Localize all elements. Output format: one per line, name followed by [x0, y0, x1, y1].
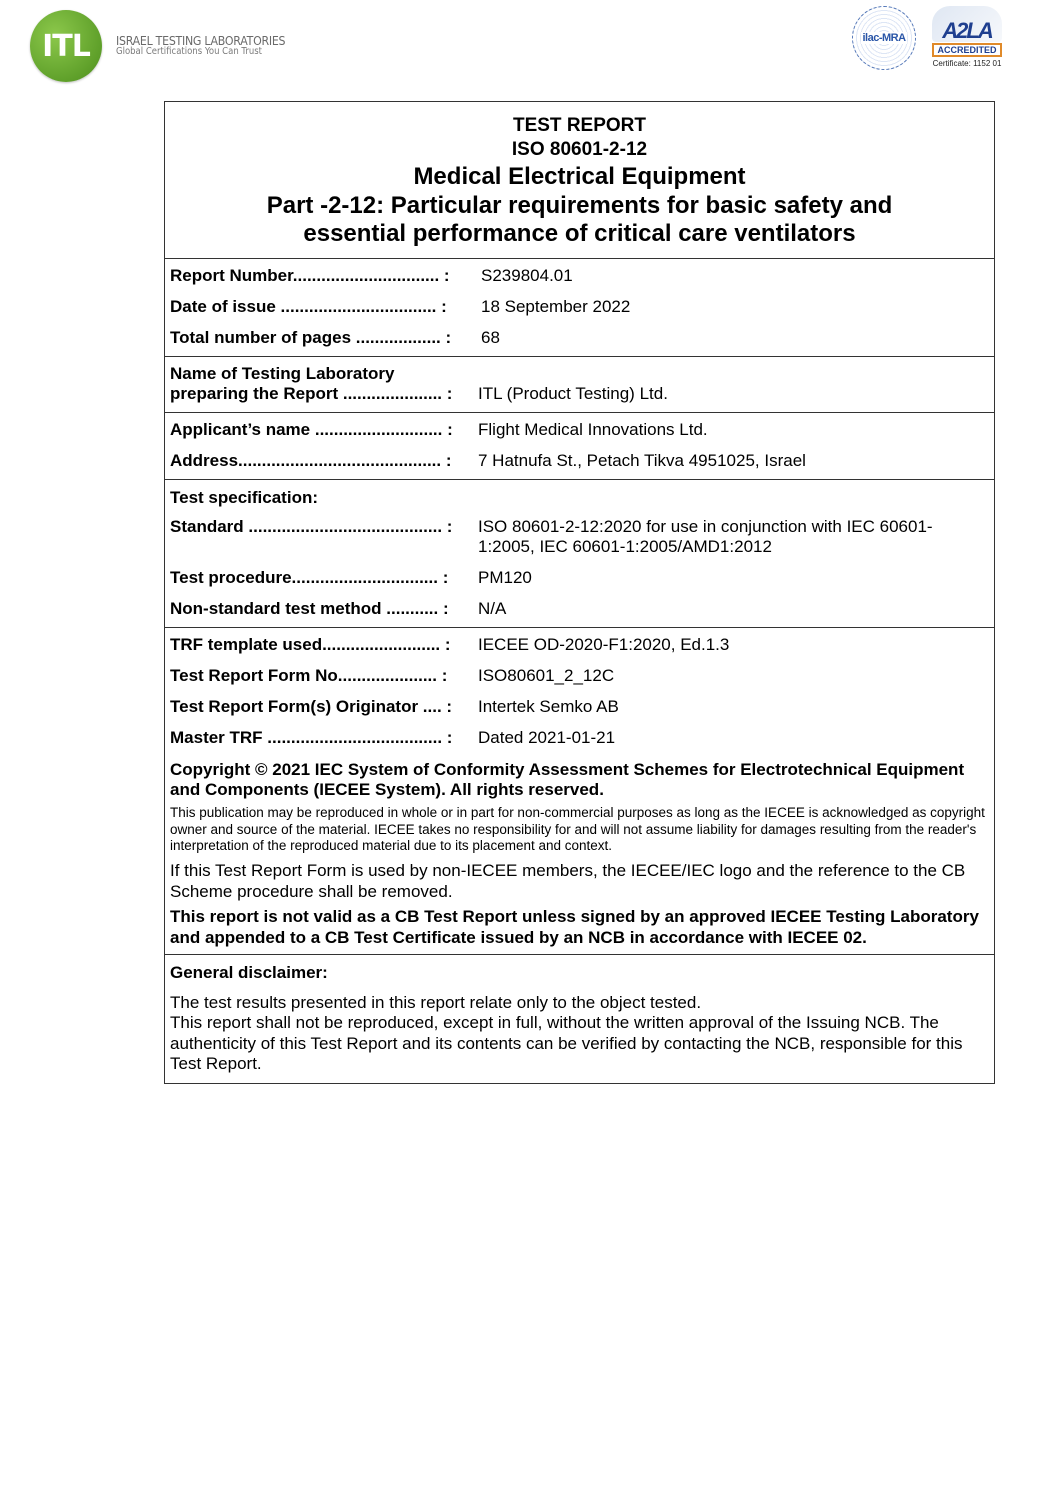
- date-of-issue-label: Date of issue ................................. :: [170, 297, 447, 316]
- date-of-issue-value: 18 September 2022: [481, 297, 631, 316]
- non-standard-method-value: N/A: [478, 599, 507, 618]
- accredited-badge: ACCREDITED: [932, 43, 1001, 57]
- trf-form-number-row: [165, 661, 994, 692]
- a2la-certificate-number: Certificate: 1152 01: [932, 59, 1002, 68]
- total-pages-row: [165, 323, 994, 354]
- report-number-label: Report Number............................... :: [170, 266, 450, 285]
- date-of-issue-row: [165, 292, 994, 323]
- test-specification-heading: Test specification:: [170, 488, 318, 507]
- non-standard-method-row: [165, 594, 994, 625]
- standard-value: ISO 80601-2-12:2020 for use in conjunction with IEC 60601-1:2005, IEC 60601-1:2005/AMD1:2012: [478, 517, 933, 556]
- ilac-mra-label: ilac-MRA: [862, 32, 906, 44]
- applicant-name-label: Applicant’s name ........................... :: [170, 420, 453, 439]
- ilac-mra-logo: [852, 6, 916, 70]
- laboratory-value: ITL (Product Testing) Ltd.: [478, 384, 668, 403]
- company-name: ISRAEL TESTING LABORATORIES: [116, 33, 286, 49]
- trf-template-row: [165, 630, 994, 661]
- standard-label: Standard ......................................... :: [170, 517, 453, 536]
- applicant-name-value: Flight Medical Innovations Ltd.: [478, 420, 708, 439]
- disclaimer-line2: This report shall not be reproduced, except in full, without the written approval of the Issuing NCB. The authenticity of this Test Report and its contents can be verified by contacting the NCB, responsible for this Test Report.: [170, 1013, 963, 1073]
- applicant-section: [165, 413, 994, 480]
- report-part-line2: essential performance of critical care ventilators: [303, 220, 856, 247]
- a2la-mark-text: A2LA: [942, 18, 992, 43]
- master-trf-label: Master TRF ..................................... :: [170, 728, 453, 747]
- report-title: TEST REPORT: [512, 115, 646, 136]
- laboratory-label-line1: Name of Testing Laboratory: [170, 364, 395, 383]
- report-title-block: [165, 102, 994, 259]
- itl-logo-text: [116, 34, 308, 58]
- validity-note: This report is not valid as a CB Test Report unless signed by an approved IECEE Testing Laboratory and appended to a CB Test Certificate issued by an NCB in accordance with IECEE 02.: [170, 906, 979, 947]
- trf-template-value: IECEE OD-2020-F1:2020, Ed.1.3: [478, 635, 730, 654]
- test-procedure-row: [165, 563, 994, 594]
- address-row: [165, 446, 994, 477]
- a2la-logo: [930, 6, 1004, 68]
- address-label: Address........................................... :: [170, 451, 452, 470]
- company-slogan: Global Certifications You Can Trust: [116, 46, 263, 58]
- accreditation-logos: [852, 6, 1004, 70]
- disclaimer-heading: General disclaimer:: [170, 962, 328, 982]
- trf-template-label: TRF template used......................... :: [170, 635, 451, 654]
- laboratory-row: [165, 359, 994, 410]
- laboratory-section: [165, 357, 994, 413]
- applicant-name-row: [165, 415, 994, 446]
- non-standard-method-label: Non-standard test method ........... :: [170, 599, 449, 618]
- a2la-globe-icon: [932, 6, 1002, 42]
- trf-form-number-label: Test Report Form No..................... :: [170, 666, 448, 685]
- trf-originator-label: Test Report Form(s) Originator .... :: [170, 697, 453, 716]
- report-info-section: [165, 259, 994, 357]
- test-procedure-value: PM120: [478, 568, 532, 587]
- report-number-value: S239804.01: [481, 266, 573, 285]
- total-pages-label: Total number of pages .................. :: [170, 328, 452, 347]
- report-standard: ISO 80601-2-12: [511, 139, 648, 160]
- total-pages-value: 68: [481, 328, 500, 347]
- report-part-line1: Part -2-12: Particular requirements for basic safety and: [266, 192, 893, 219]
- trf-section: [165, 628, 994, 955]
- trf-originator-value: Intertek Semko AB: [478, 697, 619, 716]
- disclaimer-body: [165, 991, 994, 1081]
- report-number-row: [165, 261, 994, 292]
- itl-logo-mark: ITL: [30, 10, 102, 82]
- trf-form-number-value: ISO80601_2_12C: [478, 666, 615, 685]
- address-value: 7 Hatnufa St., Petach Tikva 4951025, Israel: [478, 451, 806, 470]
- master-trf-value: Dated 2021-01-21: [478, 728, 616, 747]
- disclaimer-line1: The test results presented in this report relate only to the object tested.: [170, 992, 702, 1012]
- laboratory-label-line2: preparing the Report ..................... :: [170, 384, 453, 403]
- trf-originator-row: [165, 692, 994, 723]
- disclaimer-section: [165, 955, 994, 1083]
- non-member-note: If this Test Report Form is used by non-IECEE members, the IECEE/IEC logo and the reference to the CB Scheme procedure shall be removed.: [170, 860, 966, 901]
- standard-row: [165, 512, 994, 563]
- master-trf-row: [165, 723, 994, 754]
- copyright-small-print: This publication may be reproduced in whole or in part for non-commercial purposes as long as the IECEE is acknowledged as copyright owner and source of the material. IECEE takes no responsibility for and will not assume liability for damages resulting from the reader's interpretation of the reproduced material due to its placement and context.: [170, 805, 985, 853]
- test-procedure-label: Test procedure............................... :: [170, 568, 449, 587]
- report-subject: Medical Electrical Equipment: [413, 163, 746, 190]
- test-specification-section: [165, 480, 994, 628]
- test-report-box: [164, 101, 995, 1084]
- laboratory-label: [165, 364, 462, 404]
- copyright-heading: Copyright © 2021 IEC System of Conformity Assessment Schemes for Electrotechnical Equipment and Components (IECEE System). All rights reserved.: [170, 760, 965, 799]
- itl-logo: [30, 10, 308, 82]
